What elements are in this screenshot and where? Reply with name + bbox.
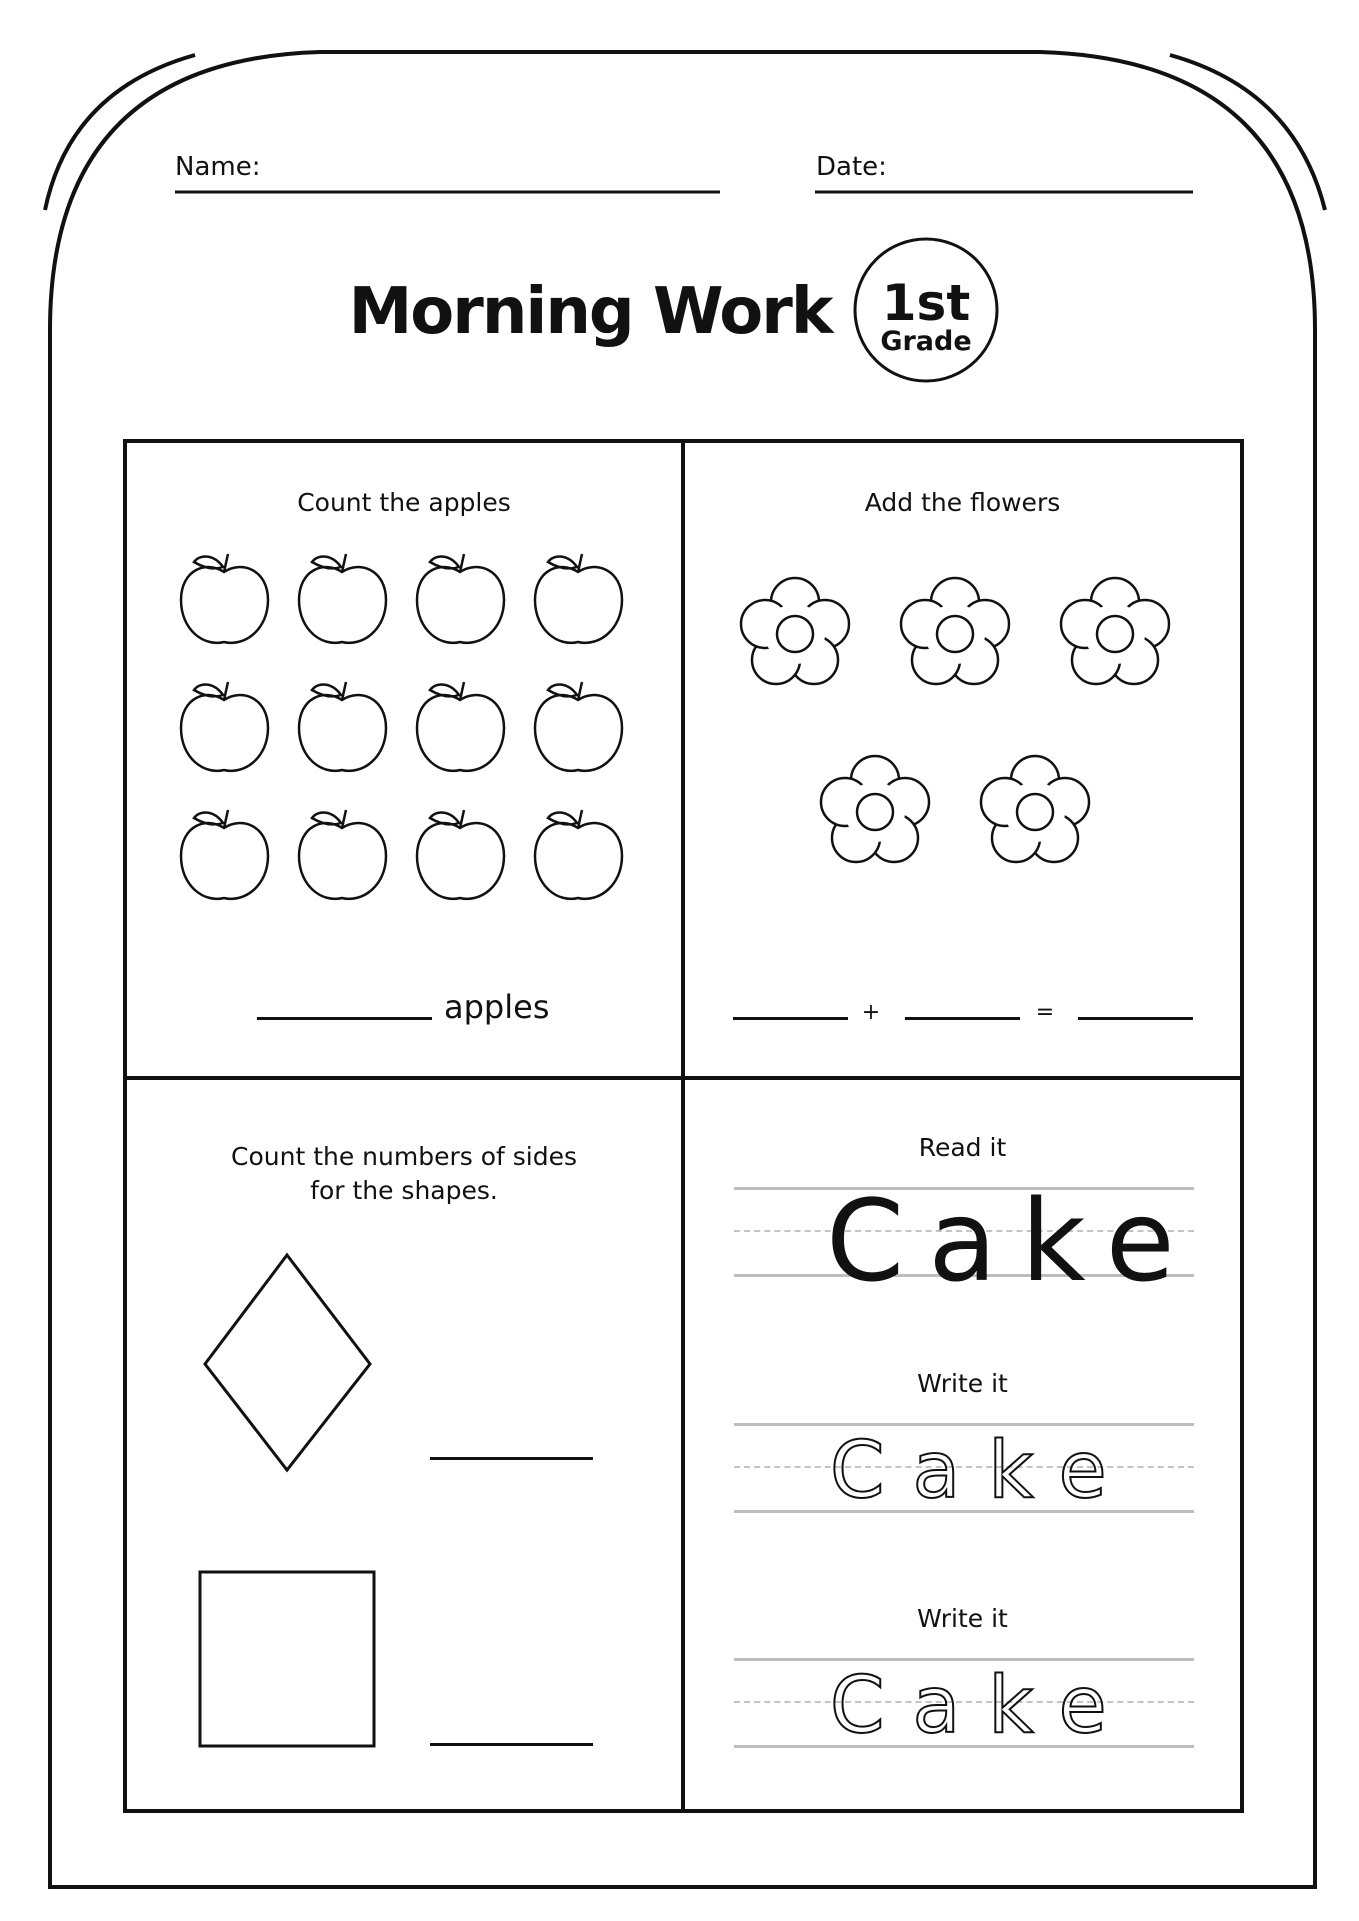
square-sides-blank[interactable] — [430, 1743, 593, 1746]
apple-icon — [417, 810, 504, 899]
read-it-label: Read it — [918, 1133, 1007, 1162]
trace-word-2: Cake — [830, 1661, 1135, 1751]
shapes-prompt-line2: for the shapes. — [310, 1176, 498, 1205]
apple-icon — [181, 682, 268, 771]
flower-icon — [901, 578, 1009, 684]
read-word: Cake — [826, 1177, 1199, 1307]
apple-icon — [299, 554, 386, 643]
sum-blank[interactable] — [1078, 1017, 1193, 1020]
square-icon — [200, 1572, 374, 1746]
grade-badge-label: Grade — [880, 326, 972, 357]
flowers-group — [683, 530, 1242, 910]
apple-icon — [299, 810, 386, 899]
diamond-icon — [205, 1255, 370, 1470]
write-it-label-2: Write it — [917, 1604, 1008, 1633]
apples-unit-label: apples — [444, 988, 550, 1026]
apples-answer-blank[interactable] — [257, 1017, 432, 1020]
date-field[interactable] — [892, 150, 1192, 190]
apples-prompt: Count the apples — [297, 488, 511, 517]
apple-icon — [535, 554, 622, 643]
addend-b-blank[interactable] — [905, 1017, 1020, 1020]
plus-sign: + — [861, 1000, 881, 1025]
flowers-prompt: Add the flowers — [864, 488, 1061, 517]
name-field[interactable] — [258, 150, 718, 190]
diamond-sides-blank[interactable] — [430, 1457, 593, 1460]
shapes-area — [125, 1200, 683, 1760]
apples-grid — [125, 530, 683, 930]
apple-icon — [417, 682, 504, 771]
date-label: Date: — [816, 152, 887, 182]
apple-icon — [535, 810, 622, 899]
apple-icon — [535, 682, 622, 771]
flower-icon — [821, 756, 929, 862]
flower-icon — [1061, 578, 1169, 684]
apple-icon — [299, 682, 386, 771]
apple-icon — [181, 554, 268, 643]
trace-word-1: Cake — [830, 1426, 1135, 1516]
flower-icon — [981, 756, 1089, 862]
flower-icon — [741, 578, 849, 684]
write-it-label-1: Write it — [917, 1369, 1008, 1398]
addend-a-blank[interactable] — [733, 1017, 848, 1020]
name-label: Name: — [175, 152, 261, 182]
page-title: Morning Work — [348, 275, 832, 349]
apple-icon — [417, 554, 504, 643]
apple-icon — [181, 810, 268, 899]
grade-badge-number: 1st — [881, 274, 971, 332]
shapes-prompt-line1: Count the numbers of sides — [231, 1142, 577, 1171]
equals-sign: = — [1035, 1000, 1055, 1025]
